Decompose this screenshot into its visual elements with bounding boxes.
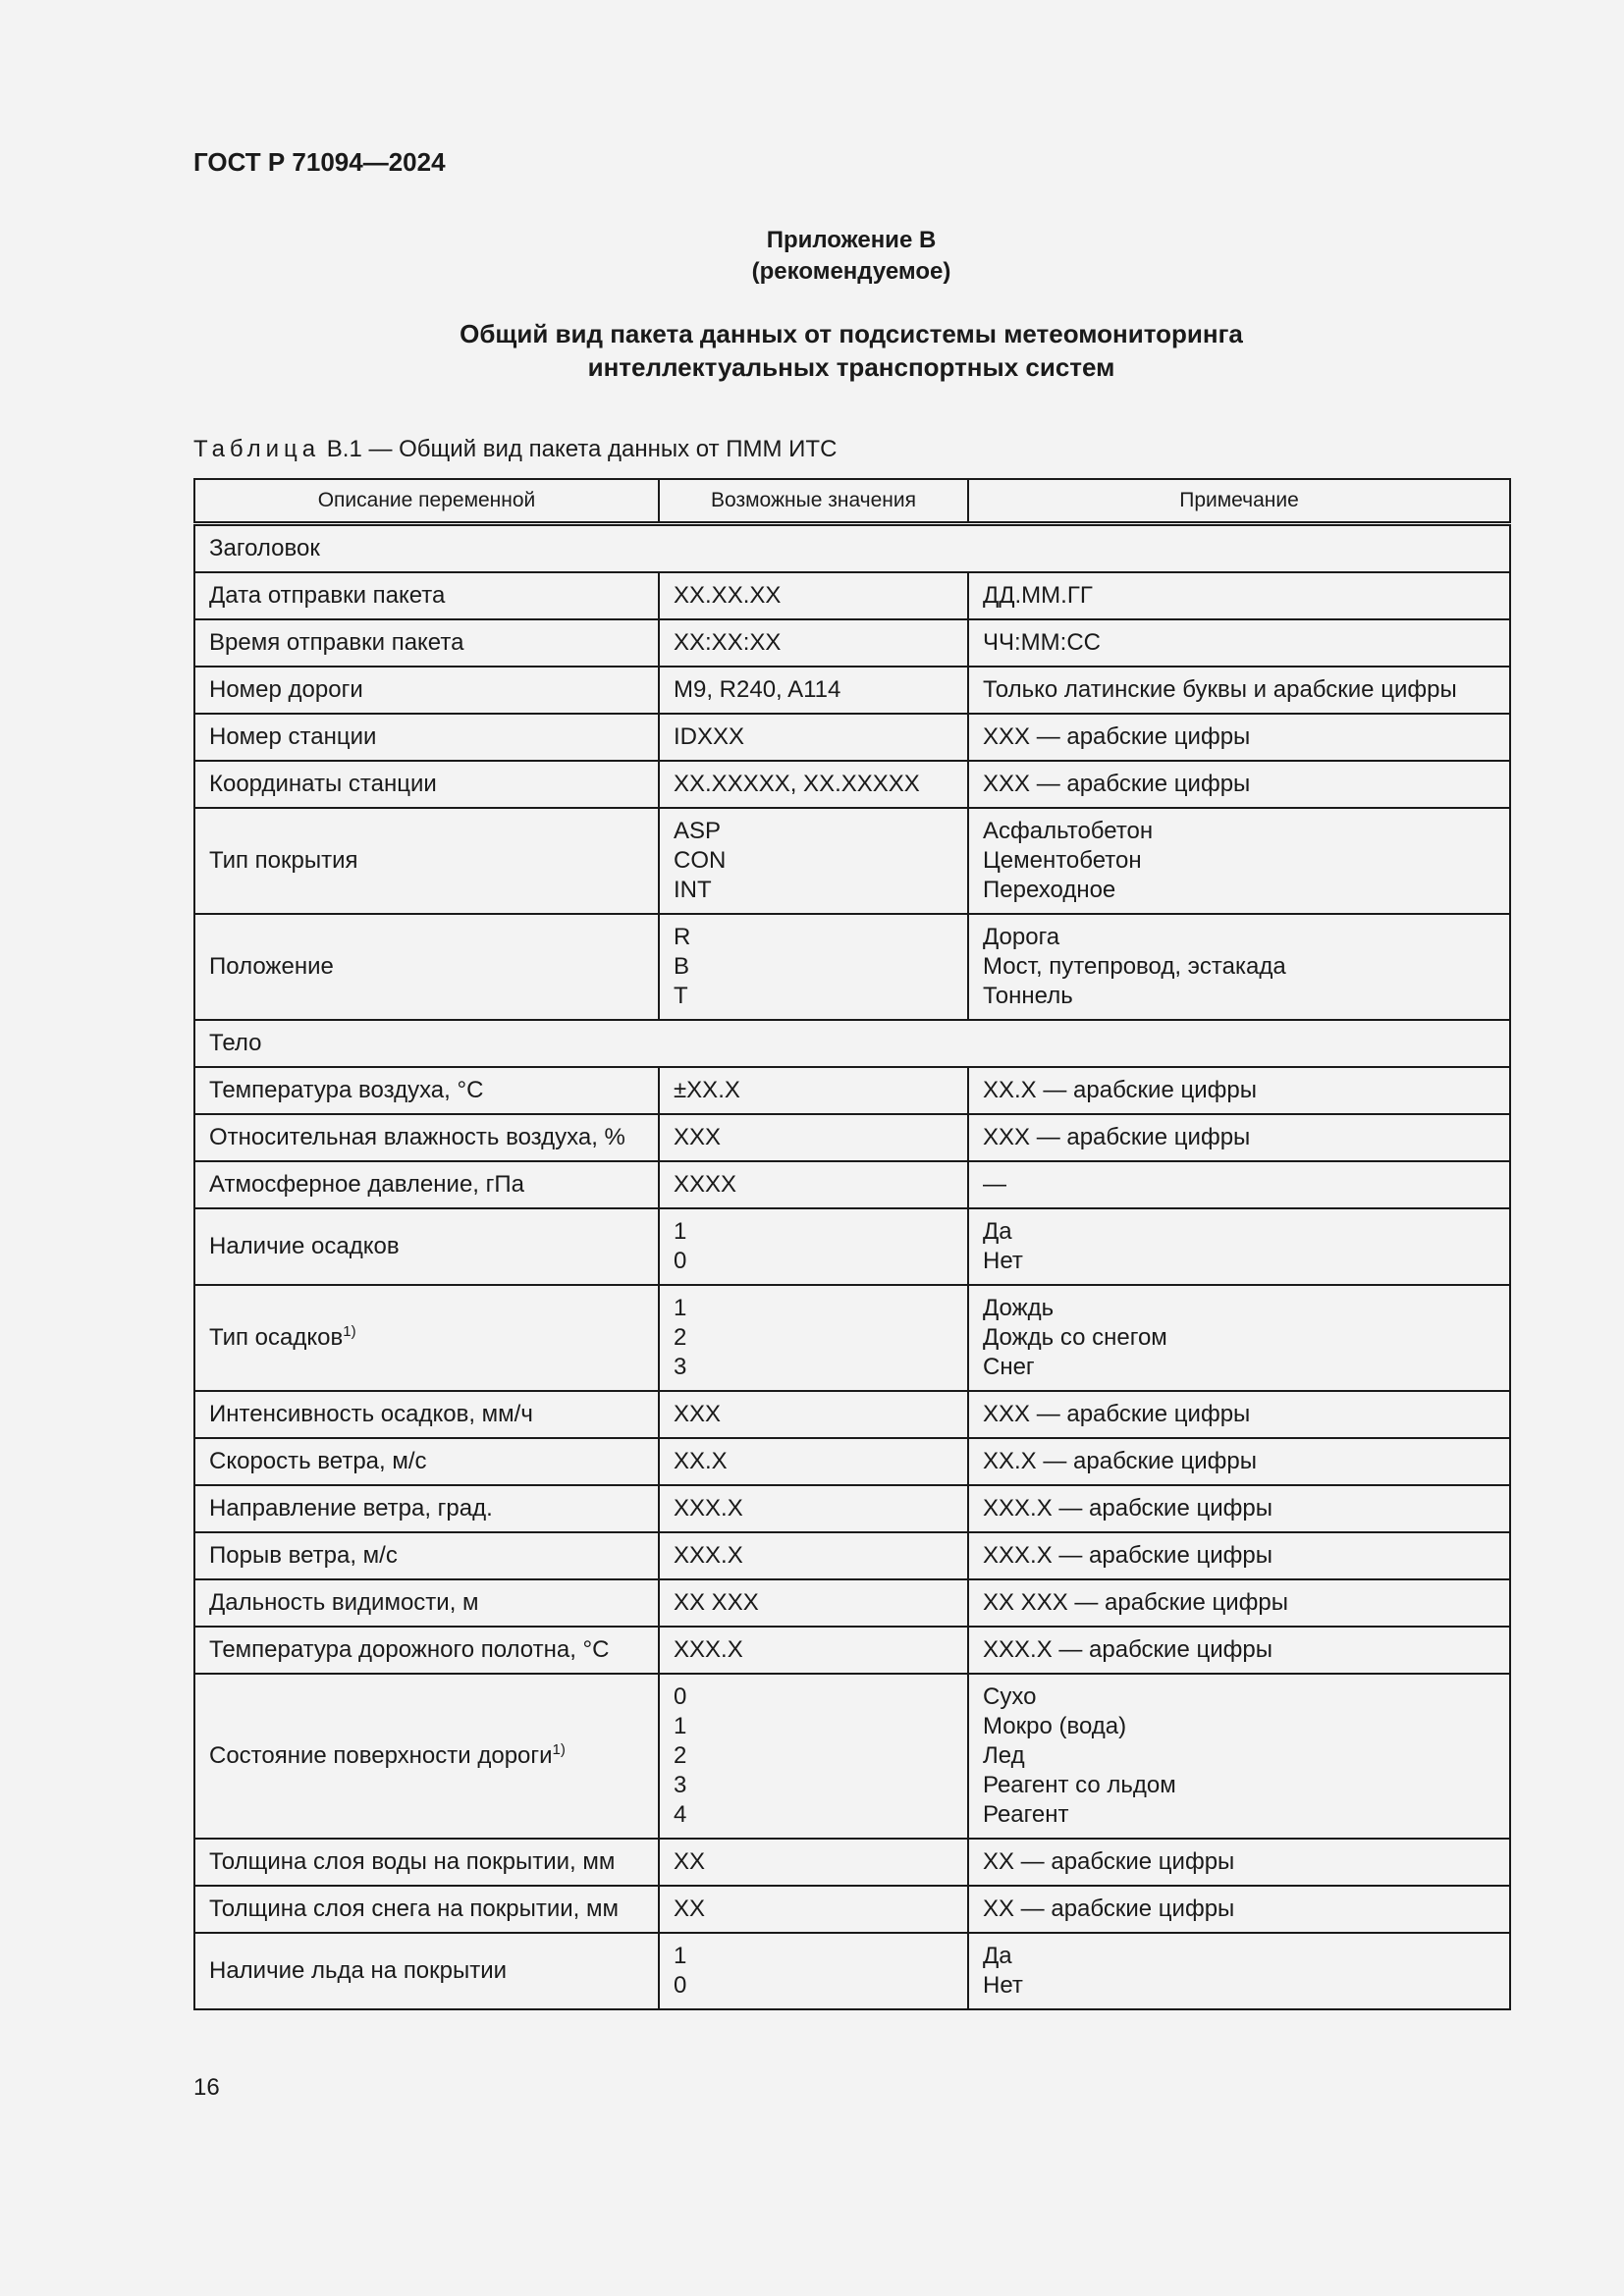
cell-values: XX.X [659,1438,968,1485]
cell-description [194,1114,659,1161]
footnote-marker: 1) [552,1741,566,1758]
cell-description [194,1485,659,1532]
table-row [194,1391,1510,1438]
cell-values: ±XX.X [659,1067,968,1114]
cell-note: XXX — арабские цифры [968,1391,1510,1438]
cell-values: XX.XXXXX, XX.XXXXX [659,761,968,808]
cell-note: Только латинские буквы и арабские цифры [968,667,1510,714]
annex-label: Приложение В [766,227,937,253]
cell-description [194,1285,659,1391]
cell-note: XX — арабские цифры [968,1839,1510,1886]
header-values: Возможные значения [659,479,968,524]
cell-note: Да Нет [968,1933,1510,2009]
description-text: Дата отправки пакета [209,582,446,609]
cell-note: XXX.X — арабские цифры [968,1532,1510,1579]
cell-description [194,808,659,914]
cell-note: XX — арабские цифры [968,1886,1510,1933]
annex-status: (рекомендуемое) [751,258,951,285]
table-row [194,667,1510,714]
table-row [194,1532,1510,1579]
table-row [194,1438,1510,1485]
cell-description [194,1579,659,1627]
cell-note: XXX — арабские цифры [968,761,1510,808]
cell-values: XXX [659,1391,968,1438]
cell-values: ASP CON INT [659,808,968,914]
page-number: 16 [193,2074,220,2101]
cell-values: 1 0 [659,1933,968,2009]
cell-values: R B T [659,914,968,1020]
description-text: Время отправки пакета [209,629,464,656]
description-text: Интенсивность осадков, мм/ч [209,1401,533,1427]
header-note: Примечание [968,479,1510,524]
table-row [194,1161,1510,1208]
description-text: Координаты станции [209,771,437,797]
table-header-row [194,479,1510,524]
cell-values: IDXXX [659,714,968,761]
section-title: Тело [194,1020,1510,1067]
cell-description [194,761,659,808]
cell-values: XXX [659,1114,968,1161]
annex-title [193,225,1509,288]
cell-description [194,1161,659,1208]
table-body [194,524,1510,2010]
cell-description [194,1391,659,1438]
cell-values: XX [659,1839,968,1886]
cell-note: ЧЧ:ММ:СС [968,619,1510,667]
table-row [194,1579,1510,1627]
cell-description [194,1839,659,1886]
table-row [194,572,1510,619]
table-section-row [194,524,1510,573]
description-text: Наличие льда на покрытии [209,1957,508,1984]
description-text: Тип осадков [209,1324,344,1351]
table-row [194,714,1510,761]
cell-note: XXX.X — арабские цифры [968,1627,1510,1674]
cell-values: 0 1 2 3 4 [659,1674,968,1839]
cell-values: XX.XX.XX [659,572,968,619]
table-row [194,1208,1510,1285]
description-text: Номер станции [209,723,377,750]
cell-values: 1 2 3 [659,1285,968,1391]
table-row [194,761,1510,808]
table-caption-text: В.1 — Общий вид пакета данных от ПММ ИТС [320,436,838,462]
footnote-marker: 1) [343,1323,356,1340]
cell-note: XX.X — арабские цифры [968,1438,1510,1485]
description-text: Температура воздуха, °С [209,1077,484,1103]
cell-note: XXX — арабские цифры [968,1114,1510,1161]
cell-values: XXX.X [659,1627,968,1674]
cell-values: M9, R240, A114 [659,667,968,714]
table-section-row [194,1020,1510,1067]
table-row [194,1485,1510,1532]
table-row [194,1933,1510,2009]
description-text: Дальность видимости, м [209,1589,479,1616]
data-table [193,478,1511,2010]
document-header: ГОСТ Р 71094—2024 [193,147,446,177]
cell-description [194,1933,659,2009]
cell-note: XXX — арабские цифры [968,714,1510,761]
cell-note: — [968,1161,1510,1208]
table-row [194,1114,1510,1161]
table-caption [193,436,837,463]
cell-note: XX.X — арабские цифры [968,1067,1510,1114]
cell-values: XXX.X [659,1532,968,1579]
cell-description [194,1886,659,1933]
description-text: Тип покрытия [209,847,358,874]
cell-values: XX [659,1886,968,1933]
cell-note: XX XXX — арабские цифры [968,1579,1510,1627]
cell-description [194,1067,659,1114]
section-title: Заголовок [194,524,1510,573]
header-description: Описание переменной [194,479,659,524]
cell-description [194,1674,659,1839]
description-text: Порыв ветра, м/с [209,1542,398,1569]
main-title [193,317,1509,384]
description-text: Относительная влажность воздуха, % [209,1124,625,1150]
table-caption-label: Таблица [193,436,321,462]
cell-note: Сухо Мокро (вода) Лед Реагент со льдом Реагент [968,1674,1510,1839]
table-row [194,1839,1510,1886]
cell-description [194,914,659,1020]
table-row [194,619,1510,667]
cell-values: 1 0 [659,1208,968,1285]
description-text: Атмосферное давление, гПа [209,1171,524,1198]
description-text: Состояние поверхности дороги [209,1742,553,1769]
cell-description [194,1627,659,1674]
cell-description [194,619,659,667]
cell-note: Асфальтобетон Цементобетон Переходное [968,808,1510,914]
cell-description [194,1532,659,1579]
main-title-line-1: Общий вид пакета данных от подсистемы метеомониторинга [460,319,1243,348]
table-row [194,1285,1510,1391]
cell-description [194,714,659,761]
table-row [194,808,1510,914]
cell-description [194,1208,659,1285]
description-text: Номер дороги [209,676,363,703]
description-text: Толщина слоя воды на покрытии, мм [209,1848,616,1875]
cell-note: Да Нет [968,1208,1510,1285]
description-text: Температура дорожного полотна, °С [209,1636,610,1663]
description-text: Положение [209,953,334,980]
table-row [194,1067,1510,1114]
description-text: Толщина слоя снега на покрытии, мм [209,1896,620,1922]
cell-note: XXX.X — арабские цифры [968,1485,1510,1532]
table-row [194,1674,1510,1839]
cell-values: XXX.X [659,1485,968,1532]
cell-description [194,572,659,619]
table-row [194,1886,1510,1933]
cell-description [194,1438,659,1485]
description-text: Направление ветра, град. [209,1495,493,1522]
cell-note: Дорога Мост, путепровод, эстакада Тоннель [968,914,1510,1020]
cell-description [194,667,659,714]
cell-values: XX XXX [659,1579,968,1627]
cell-values: XXXX [659,1161,968,1208]
cell-note: ДД.ММ.ГГ [968,572,1510,619]
main-title-line-2: интеллектуальных транспортных систем [587,352,1115,382]
table-row [194,914,1510,1020]
description-text: Скорость ветра, м/с [209,1448,427,1474]
cell-values: XX:XX:XX [659,619,968,667]
cell-note: Дождь Дождь со снегом Снег [968,1285,1510,1391]
table-row [194,1627,1510,1674]
description-text: Наличие осадков [209,1233,400,1259]
